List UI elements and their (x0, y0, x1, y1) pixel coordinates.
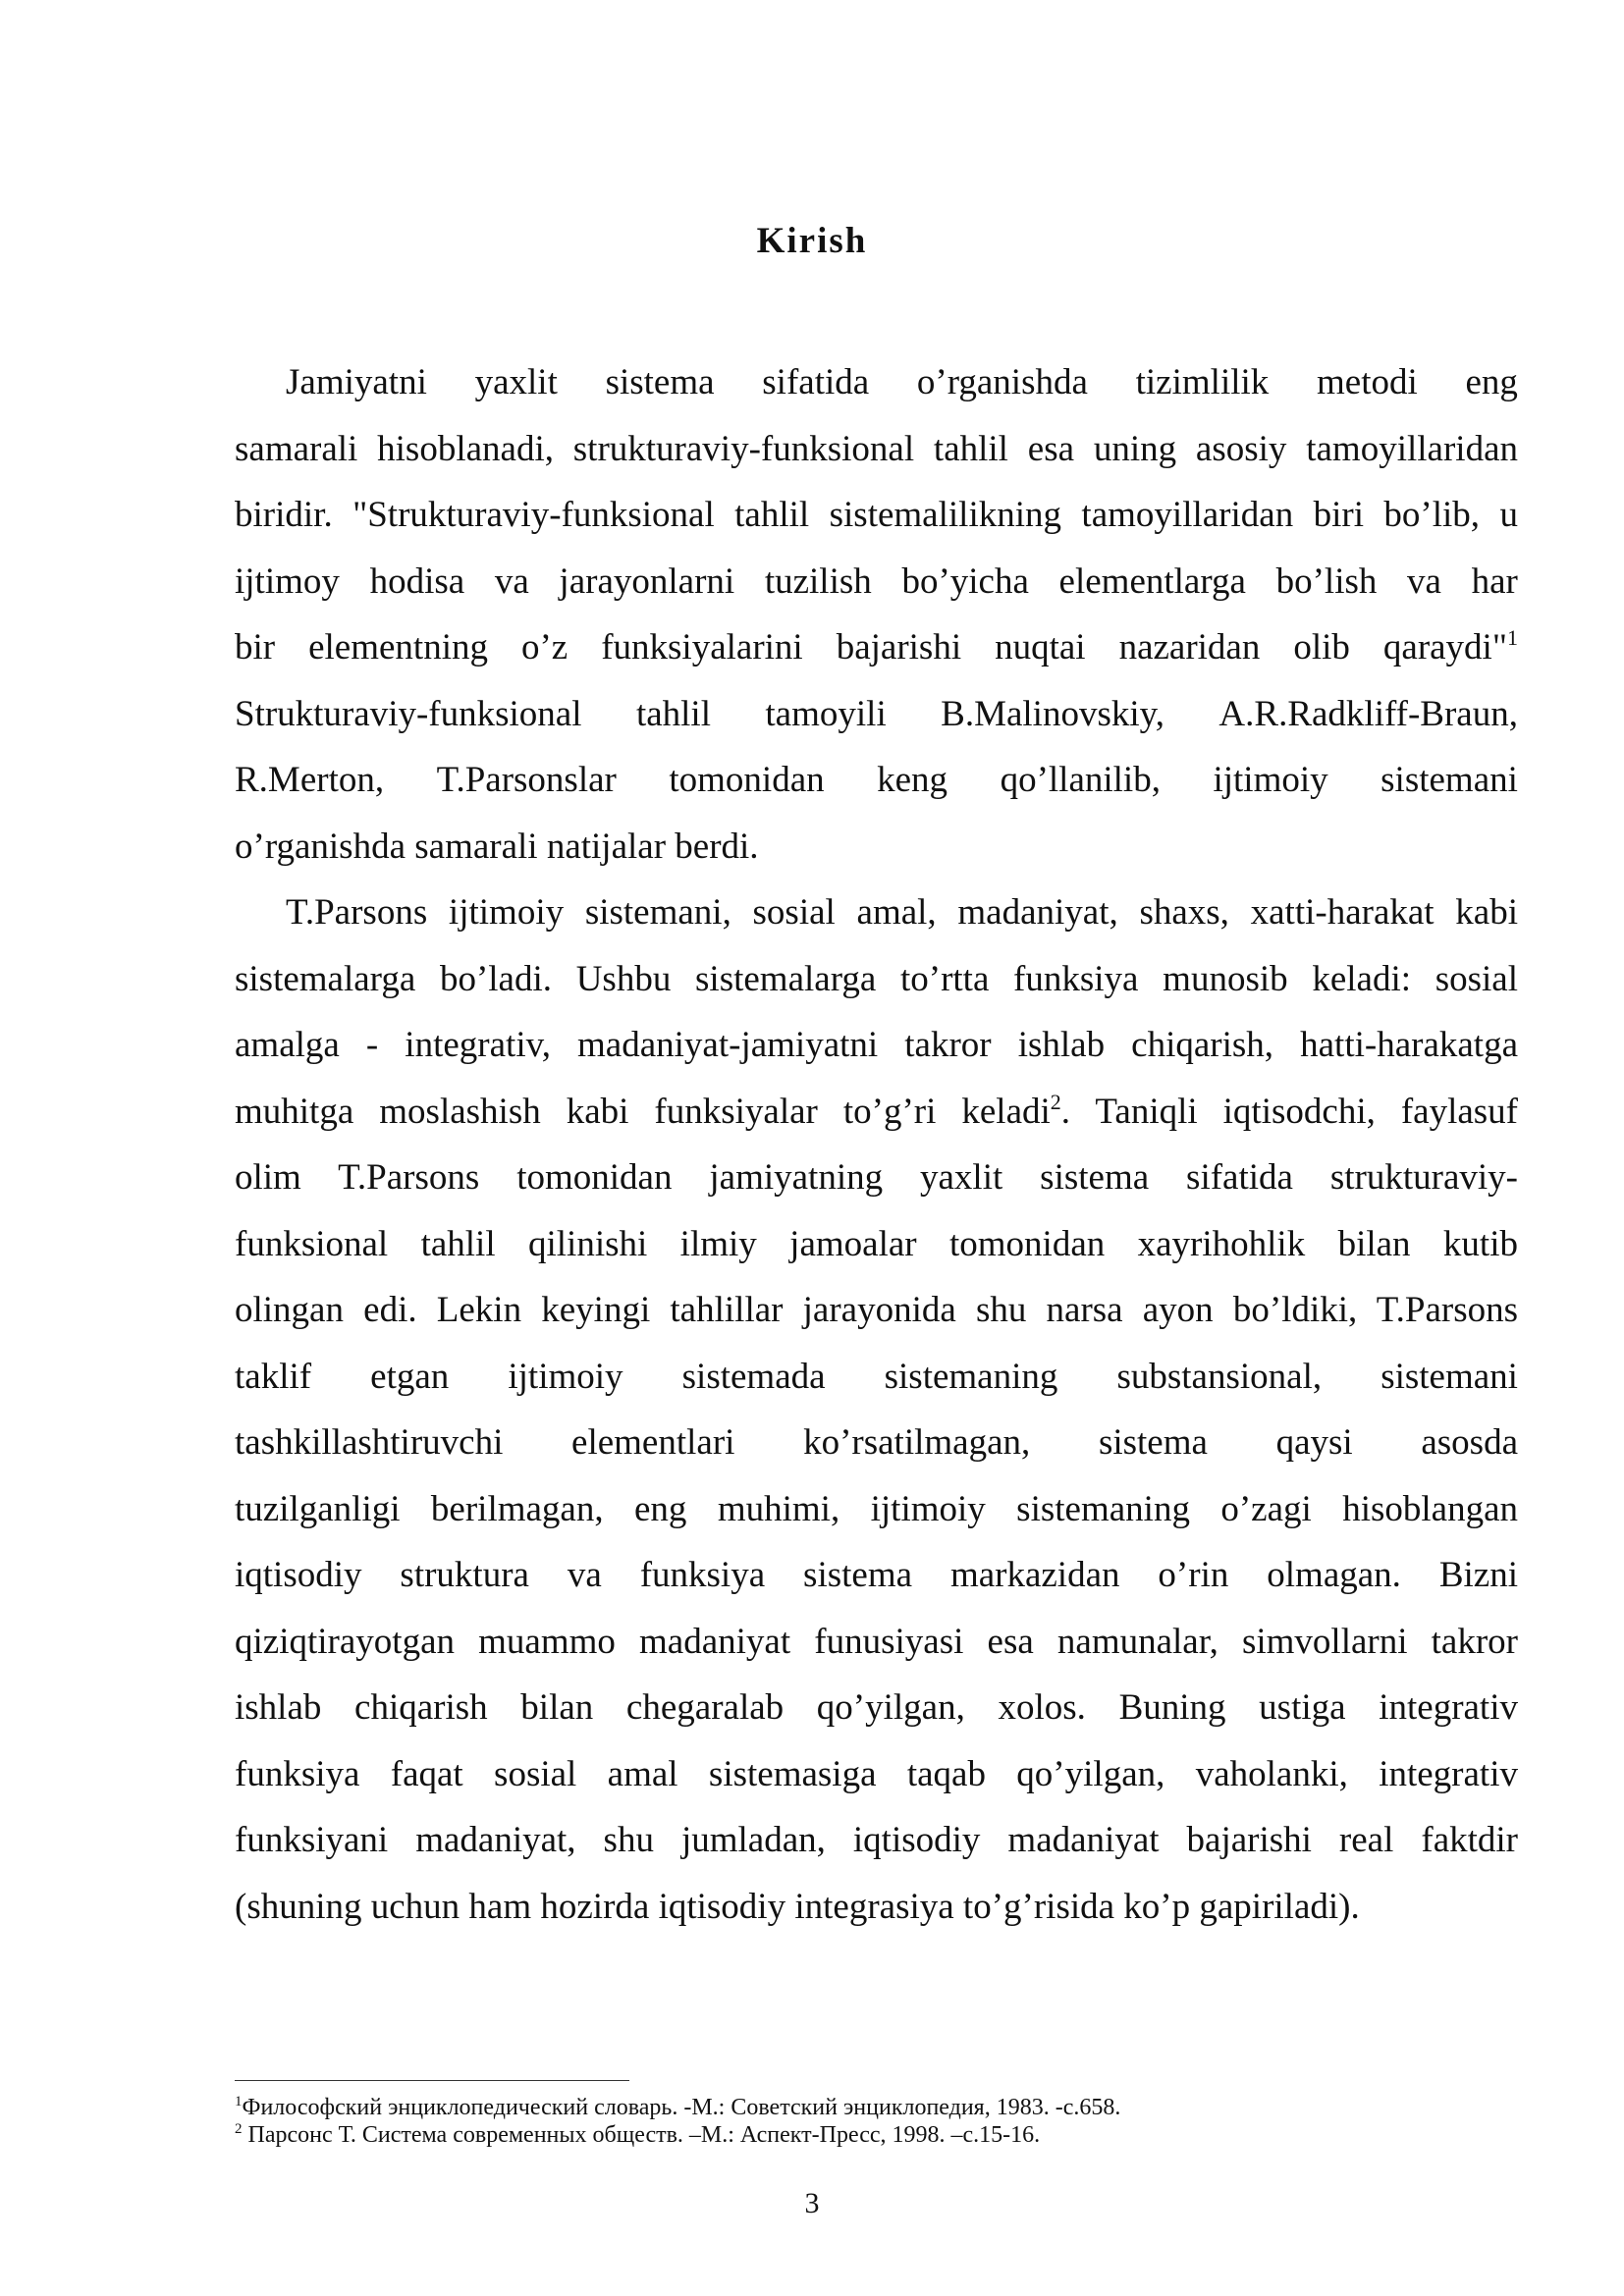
text-line: sistemalarga bo’ladi. Ushbu sistemalarga to’rtta funksiya munosib keladi: sosial (235, 958, 1518, 999)
word: bajarishi (836, 627, 962, 667)
text-line: olim T.Parsons tomonidan jamiyatning yaxlit sistema sifatida strukturaviy- (235, 1157, 1518, 1198)
text-line: T.Parsons ijtimoiy sistemani, sosial amal, madaniyat, shaxs, xatti-harakat kabi (286, 892, 1518, 933)
word: tuzilish (764, 561, 872, 602)
word: asosda (1421, 1422, 1518, 1463)
text-line: amalga - integrativ, madaniyat-jamiyatni takror ishlab chiqarish, hatti-harakatga (235, 1025, 1518, 1065)
text-line (235, 681, 1518, 748)
word: sifatida (762, 362, 870, 402)
text-line: funksiya faqat sosial amal sistemasiga taqab qo’yilgan, vaholanki, integrativ (235, 1753, 1518, 1794)
footnote-text: Философский энциклопедический словарь. -М.: Советский энциклопедия, 1983. -с.658. (242, 2095, 1121, 2120)
text-line: funksional tahlil qilinishi ilmiy jamoalar tomonidan xayrihohlik bilan kutib (235, 1223, 1518, 1264)
page-title: Kirish (756, 221, 868, 261)
word: sistemani (1380, 1356, 1518, 1397)
word: R.Merton, (235, 760, 385, 800)
word: funksiyalarini (601, 627, 803, 667)
footnote-marker: 1 (235, 2094, 243, 2109)
word: tomonidan (669, 760, 825, 800)
word: etgan (370, 1356, 450, 1397)
word: nazaridan (1118, 627, 1261, 667)
page-number: 3 (804, 2187, 820, 2219)
word: elementlarga (1058, 561, 1246, 602)
word: ijtimoiy (508, 1356, 623, 1397)
text-line: olingan edi. Lekin keyingi tahlillar jarayonida shu narsa ayon bo’ldiki, T.Parsons (235, 1290, 1518, 1330)
text-line: biridir. "Strukturaviy-funksional tahlil sistemalilikning tamoyillaridan biri bo’lib, u (235, 495, 1518, 535)
text-line (235, 1410, 1518, 1476)
word: sistemaning (884, 1356, 1058, 1397)
text-line: (shuning uchun ham hozirda iqtisodiy integrasiya to’g’risida ko’p gapiriladi). (235, 1886, 1360, 1927)
text-line: o’rganishda samarali natijalar berdi. (235, 826, 759, 867)
word: B.Malinovskiy, (941, 693, 1164, 734)
text-line (235, 349, 1518, 416)
word: keng (877, 760, 948, 800)
word: va (1407, 561, 1441, 602)
word: va (494, 561, 529, 602)
word: nuqtai (995, 627, 1086, 667)
word: metodi (1317, 362, 1418, 402)
footnote-divider (235, 2080, 629, 2081)
word: sistema (605, 362, 715, 402)
footnotes (235, 2094, 1518, 2149)
word: ijtimoiy (1213, 760, 1328, 800)
footnote-ref[interactable]: 1 (1506, 625, 1518, 650)
word: qaysi (1275, 1422, 1353, 1463)
text-line (235, 747, 1518, 814)
text-line: qiziqtirayotgan muammo madaniyat funusiyasi esa namunalar, simvollarni takror (235, 1621, 1518, 1662)
word: qaraydi"$^1$ (1382, 625, 1518, 667)
word: bo’yicha (901, 561, 1029, 602)
word: qo’llanilib, (1000, 760, 1161, 800)
word: elementning (308, 627, 488, 667)
text-line: iqtisodiy struktura va funksiya sistema markazidan o’rin olmagan. Bizni (235, 1555, 1518, 1595)
text-segment: . Taniqli iqtisodchi, faylasuf (1060, 1091, 1519, 1132)
footnote-ref[interactable]: 2 (1050, 1089, 1061, 1114)
footnote-marker: 2 (235, 2121, 243, 2137)
text-line (235, 549, 1518, 615)
footnote-2 (235, 2121, 1518, 2149)
body-text (235, 349, 1518, 1940)
text-line (235, 614, 1518, 681)
footnote-text: Парсонс Т. Система современных обществ. –М.: Аспект-Пресс, 1998. –с.15-16. (242, 2122, 1041, 2148)
word: hodisa (369, 561, 465, 602)
word: tashkillashtiruvchi (235, 1422, 504, 1463)
word: substansional, (1116, 1356, 1323, 1397)
text-line (235, 1344, 1518, 1411)
word: elementlari (571, 1422, 735, 1463)
word: o’rganishda (916, 362, 1088, 402)
word: sistema (1098, 1422, 1208, 1463)
text-line: samarali hisoblanadi, strukturaviy-funksional tahlil esa uning asosiy tamoyillaridan (235, 428, 1518, 469)
word: Jamiyatni (286, 362, 427, 402)
word: yaxlit (474, 362, 558, 402)
word: jarayonlarni (559, 561, 735, 602)
word: sistemani (1380, 760, 1518, 800)
word: tamoyili (765, 693, 887, 734)
word: tizimlilik (1135, 362, 1270, 402)
word: har (1471, 561, 1518, 602)
word: tahlil (635, 693, 711, 734)
word: ko’rsatilmagan, (803, 1422, 1031, 1463)
text-line (235, 1079, 1518, 1146)
word: Strukturaviy-funksional (235, 693, 582, 734)
word: eng (1465, 362, 1518, 402)
word: sistemada (681, 1356, 826, 1397)
word: olib (1293, 627, 1350, 667)
text-segment: muhitga moslashish kabi funksiyalar to’g’ri keladi (235, 1091, 1051, 1132)
word: T.Parsonslar (436, 760, 617, 800)
word: taklif (235, 1356, 312, 1397)
word: ijtimoy (235, 561, 340, 602)
word: bir (235, 627, 276, 667)
word: bo’lish (1275, 561, 1378, 602)
footnote-1 (235, 2094, 1518, 2121)
text-line: tuzilganligi berilmagan, eng muhimi, ijtimoiy sistemaning o’zagi hisoblangan (235, 1488, 1518, 1529)
text-line: ishlab chiqarish bilan chegaralab qo’yilgan, xolos. Buning ustiga integrativ (235, 1687, 1518, 1728)
word: A.R.Radkliff-Braun, (1218, 693, 1518, 734)
word: o’z (520, 627, 568, 667)
text-line: funksiyani madaniyat, shu jumladan, iqtisodiy madaniyat bajarishi real faktdir (235, 1820, 1518, 1860)
